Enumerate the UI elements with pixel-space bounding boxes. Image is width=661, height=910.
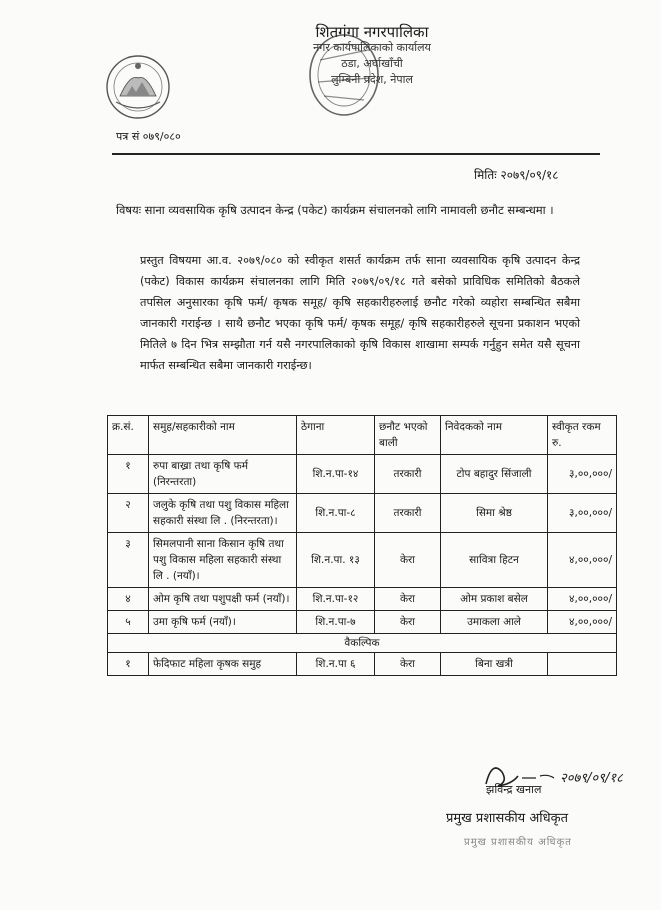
signer-title: प्रमुख प्रशासकीय अधिकृत [446, 811, 569, 826]
table-header-row [108, 416, 617, 455]
alternate-section-row [108, 634, 617, 653]
office-subtitle: नगर कार्यपालिकाको कार्यालय [313, 41, 431, 54]
row-crop: तरकारी [375, 494, 441, 533]
row-group-name: रुपा बाख्रा तथा कृषि फर्म (निरन्तरता) [149, 455, 297, 494]
row-crop: तरकारी [375, 455, 441, 494]
row-sn: ५ [108, 611, 149, 634]
letter-body: प्रस्तुत विषयमा आ.व. २०७९/०८० को स्वीकृत शसर्त कार्यक्रम तर्फ साना व्यवसायिक कृषि उत्पादन केन्द्र (पकेट) विकास कार्यक्रम संचालनका लागि मिति २०७९/०९/१८ गते बसेको प्राविधिक समितिको बैठकले तपसिल अनुसारका कृषि फर्म/ कृषक समूह/ कृषि सहकारीहरुलाई छनौट गरेको व्यहोरा सम्बन्धित सबैमा जानकारी गराईन्छ । साथै छनौट भएका कृषि फर्म/ कृषक समूह/ कृषि सहकारीहरुले सूचना प्रकाशन भएको मितिले ७ दिन भित्र सम्झौता गर्न यसै नगरपालिकाको कृषि विकास शाखामा सम्पर्क गर्नुहुन समेत यसै सूचना मार्फत सम्बन्धित सबैमा जानकारी गराईन्छ। [140, 254, 580, 372]
row-applicant: सावित्रा हिटन [441, 533, 548, 588]
row-address: शि.न.पा-७ [297, 611, 375, 634]
row-amount: ४,००,०००/ [548, 533, 617, 588]
row-address: शि.न.पा-८ [297, 494, 375, 533]
row-address: शि.न.पा-१४ [297, 455, 375, 494]
row-applicant: बिना खत्री [441, 653, 548, 676]
row-sn: १ [108, 455, 149, 494]
row-amount: ३,००,०००/ [548, 494, 617, 533]
nepal-emblem-icon [100, 52, 176, 122]
office-name: शितगंगा नगरपालिका [315, 23, 429, 41]
row-sn: १ [108, 653, 149, 676]
row-address: शि.न.पा-१२ [297, 588, 375, 611]
row-crop: केरा [375, 588, 441, 611]
header-amount: स्वीकृत रकम रु. [548, 416, 617, 455]
row-group-name: जलुके कृषि तथा पशु विकास महिला सहकारी संस्था लि . (निरन्तरता)। [149, 494, 297, 533]
row-crop: केरा [375, 611, 441, 634]
svg-text:२०७९/०९/१८: २०७९/०९/१८ [560, 771, 623, 786]
letter-date: मितिः २०७९/०९/१८ [474, 168, 559, 182]
row-group-name: सिमलपानी साना किसान कृषि तथा पशु विकास महिला सहकारी संस्था लि . (नयाँ)। [149, 533, 297, 588]
signer-name: झविन्द्र खनाल [486, 783, 542, 796]
letter-subject: विषयः साना व्यवसायिक कृषि उत्पादन केन्द्र (पकेट) कार्यक्रम संचालनको लागि नामावली छनौट सम्बन्धमा । [116, 203, 554, 217]
row-sn: २ [108, 494, 149, 533]
header-divider [112, 153, 600, 155]
row-applicant: सिमा श्रेष्ठ [441, 494, 548, 533]
header-applicant: निवेदकको नाम [441, 416, 548, 455]
reference-number: पत्र सं ०७९/०८० [116, 130, 181, 143]
row-amount: ४,००,०००/ [548, 588, 617, 611]
row-amount: ३,००,०००/ [548, 455, 617, 494]
row-crop: केरा [375, 653, 441, 676]
header-group-name: समुह/सहकारीको नाम [149, 416, 297, 455]
office-header [292, 24, 452, 88]
row-applicant: टोप बहादुर सिंजाली [441, 455, 548, 494]
row-group-name: फेदिफाट महिला कृषक समुह [149, 653, 297, 676]
header-address: ठेगाना [297, 416, 375, 455]
row-address: शि.न.पा. १३ [297, 533, 375, 588]
row-applicant: ओम प्रकाश बसेल [441, 588, 548, 611]
alternate-label: वैकल्पिक [108, 634, 617, 653]
table-row [108, 533, 617, 588]
office-province: लुम्बिनी प्रदेश, नेपाल [331, 73, 413, 86]
row-sn: ४ [108, 588, 149, 611]
row-sn: ३ [108, 533, 149, 588]
selection-table [107, 415, 617, 676]
table-row [108, 494, 617, 533]
office-location: ठडा, अर्घाखाँची [341, 57, 403, 70]
header-sn: क्र.सं. [108, 416, 149, 455]
row-crop: केरा [375, 533, 441, 588]
row-amount [548, 653, 617, 676]
table-row [108, 611, 617, 634]
signer-stamp: प्रमुख प्रशासकीय अधिकृत [464, 837, 572, 848]
table-row [108, 588, 617, 611]
table-row [108, 455, 617, 494]
row-amount: ४,००,०००/ [548, 611, 617, 634]
header-crop: छनौट भएको बाली [375, 416, 441, 455]
row-group-name: ओम कृषि तथा पशुपक्षी फर्म (नयाँ)। [149, 588, 297, 611]
row-group-name: उमा कृषि फर्म (नयाँ)। [149, 611, 297, 634]
row-address: शि.न.पा ६ [297, 653, 375, 676]
table-row [108, 653, 617, 676]
row-applicant: उमाकला आले [441, 611, 548, 634]
